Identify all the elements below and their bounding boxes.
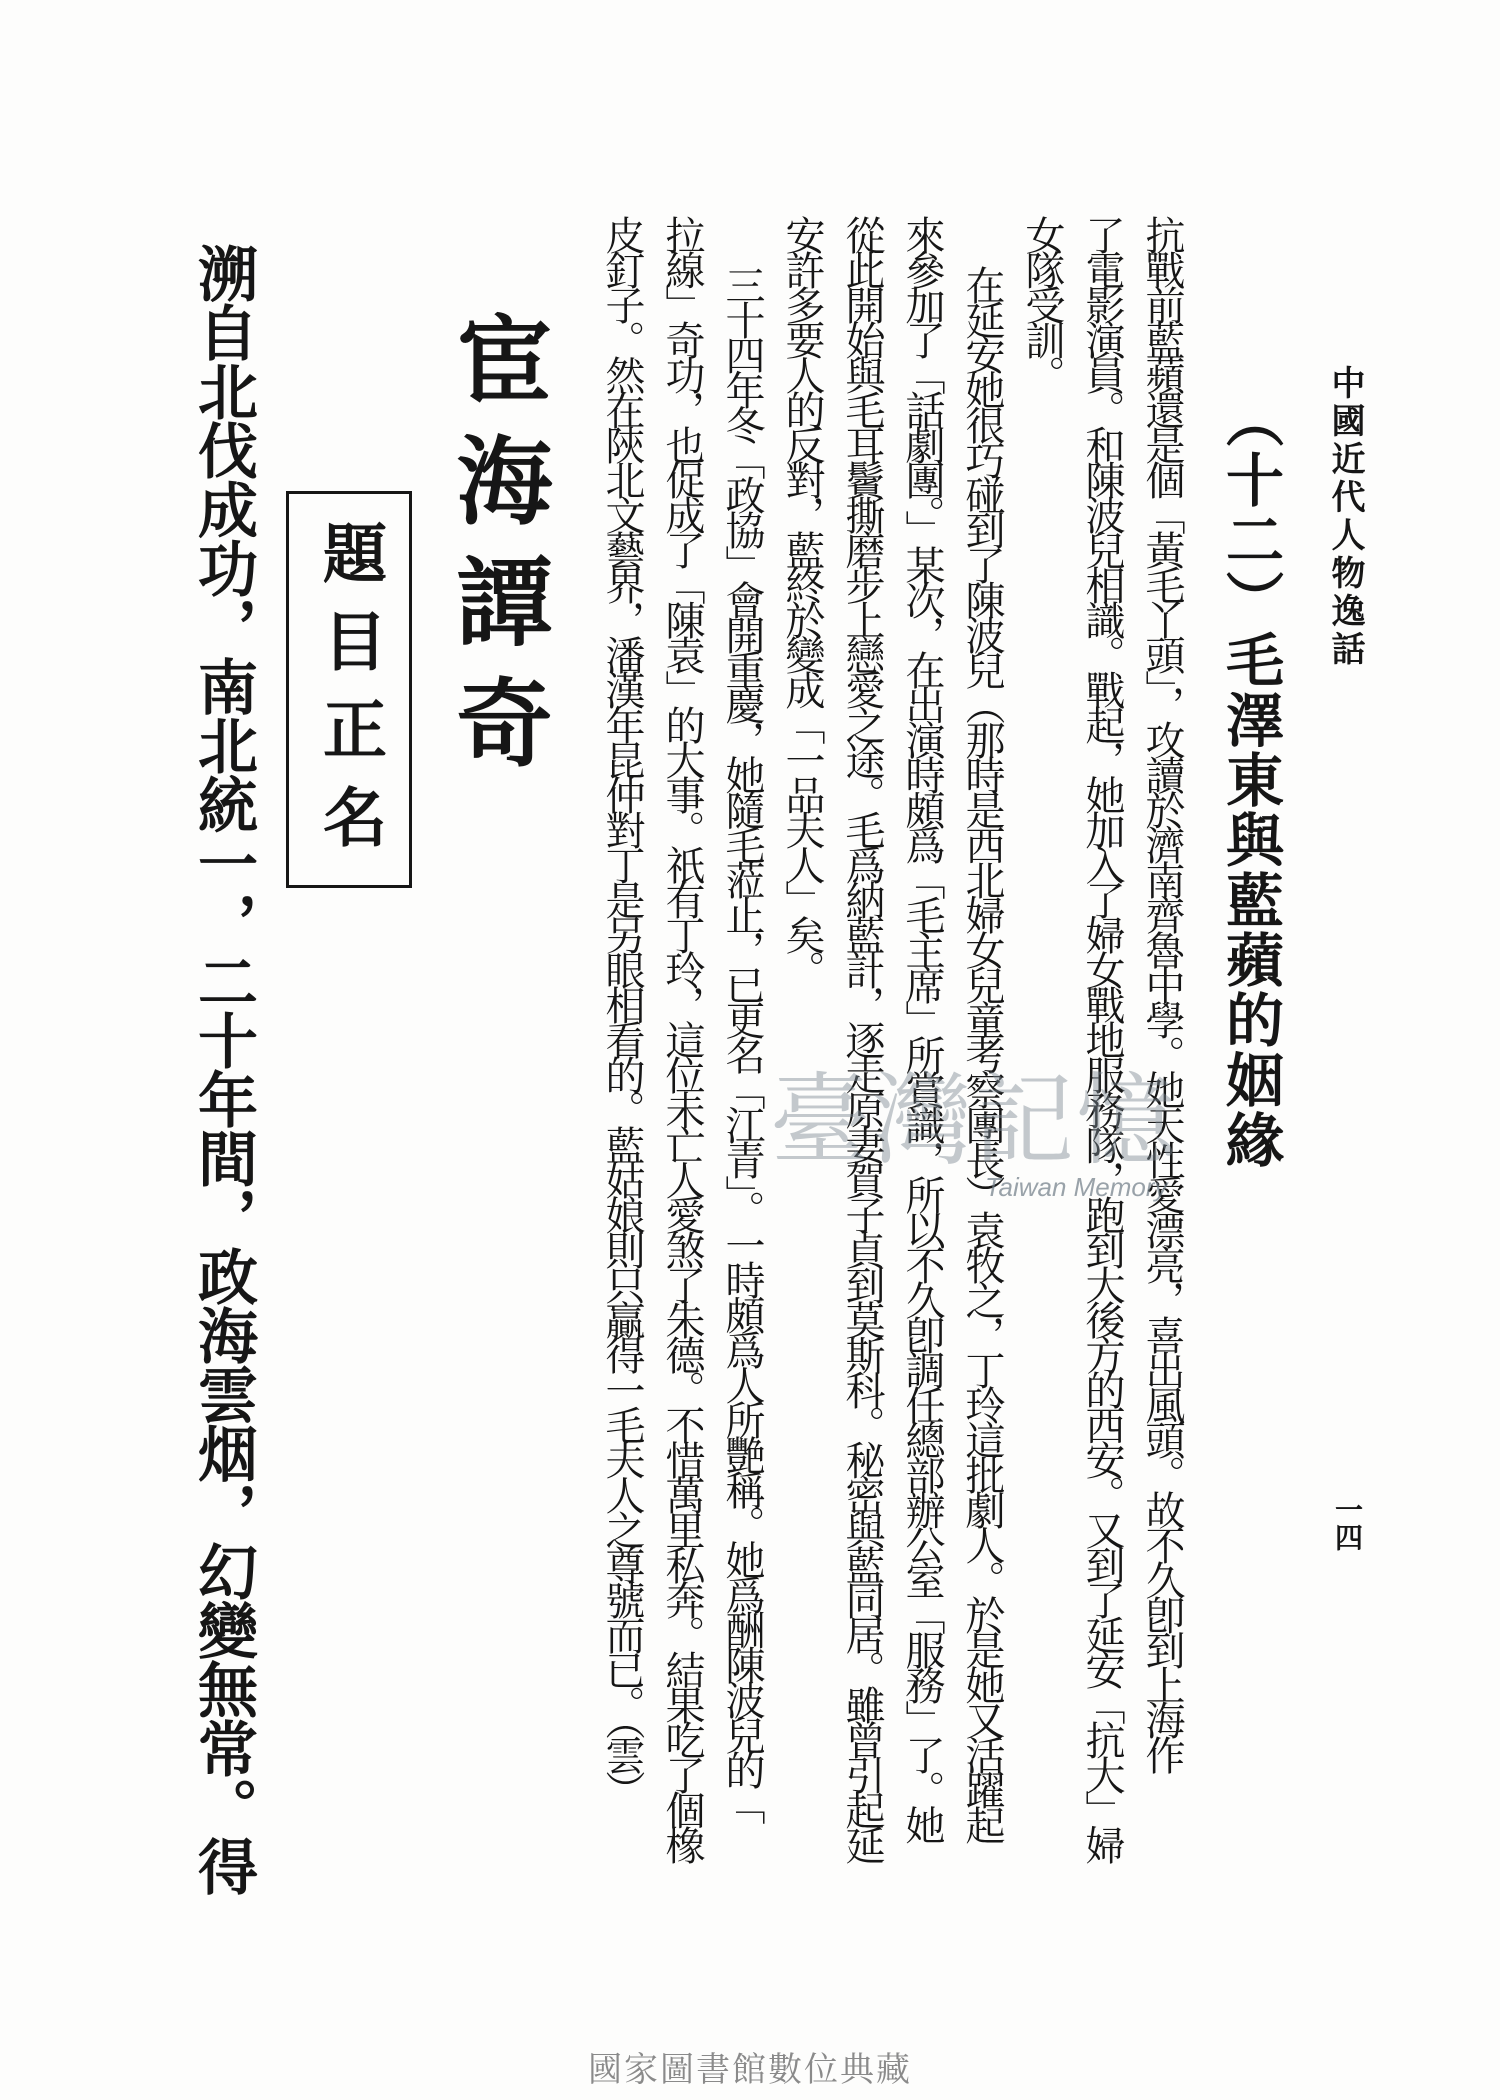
body-column: 三十四年冬「政協」會開重慶，她隨毛蒞止，已更名「江青」。一時頗爲人所艷稱。她爲酬陳波兒的「 bbox=[719, 265, 765, 1820]
body-column: 在延安她很巧碰到了陳波兒（那時是西北婦女兒童考察團長）袁牧之，丁玲這批劇人。於是她又活躍起 bbox=[959, 265, 1005, 1840]
body-column: 拉線」奇功，也促成了「陳袁」的大事。祇有丁玲，這位未亡人愛煞了朱德。不惜萬里私奔。結果吃了個橡 bbox=[659, 215, 705, 1860]
boxed-heading-frame bbox=[286, 491, 412, 888]
section-title: （十二）毛澤東與藍蘋的姻緣 bbox=[1216, 390, 1284, 1170]
body-column: 了電影演員。和陳波兒相識。戰起，她加入了婦女戰地服務隊，跑到大後方的西安。又到了延安「抗大」婦 bbox=[1079, 215, 1125, 1860]
body-column: 從此開始與毛耳鬢撕磨步上戀愛之途。毛爲納藍計，逐走原妻賀子貞到莫斯科。秘密與藍同居。雖曾引起延 bbox=[839, 215, 885, 1860]
body-column: 抗戰前藍蘋還是個「黃毛丫頭」，攻讀於濟南齊魯中學。她天性愛漂亮，喜出風頭。故不久卽到上海作 bbox=[1139, 215, 1185, 1770]
page-number: 一四 bbox=[1331, 1495, 1364, 1551]
running-head: 中國近代人物逸話 bbox=[1325, 365, 1365, 669]
body-column: 來參加了「話劇團。」某次，在出演時頗爲「毛主席」所賞識，所以不久卽調任總部辦公室「服務」了。她 bbox=[899, 215, 945, 1840]
body-column: 安許多要人的反對，藍終於變成「一品夫人」矣。 bbox=[779, 215, 825, 985]
boxed-heading: 題目正名 bbox=[312, 520, 387, 872]
footer-collection-credit: 國家圖書館數位典藏 bbox=[588, 2050, 912, 2090]
body-column: 皮釘子。然在陝北文藝界，潘漢年昆仲對丁是另眼相看的。藍姑娘則只贏得一毛夫人之尊號而已。（雲） bbox=[599, 215, 645, 1805]
body-column: 女隊受訓。 bbox=[1019, 215, 1065, 390]
chapter-title: 宦海譚奇 bbox=[441, 310, 554, 794]
watermark-logo: 臺灣記憶 bbox=[770, 1062, 1178, 1179]
watermark-subtext: Taiwan Memory bbox=[985, 1172, 1168, 1202]
chapter-first-column: 溯自北伐成功，南北統一，二十年間，政海雲烟，幻變無常。得 bbox=[188, 243, 258, 1895]
